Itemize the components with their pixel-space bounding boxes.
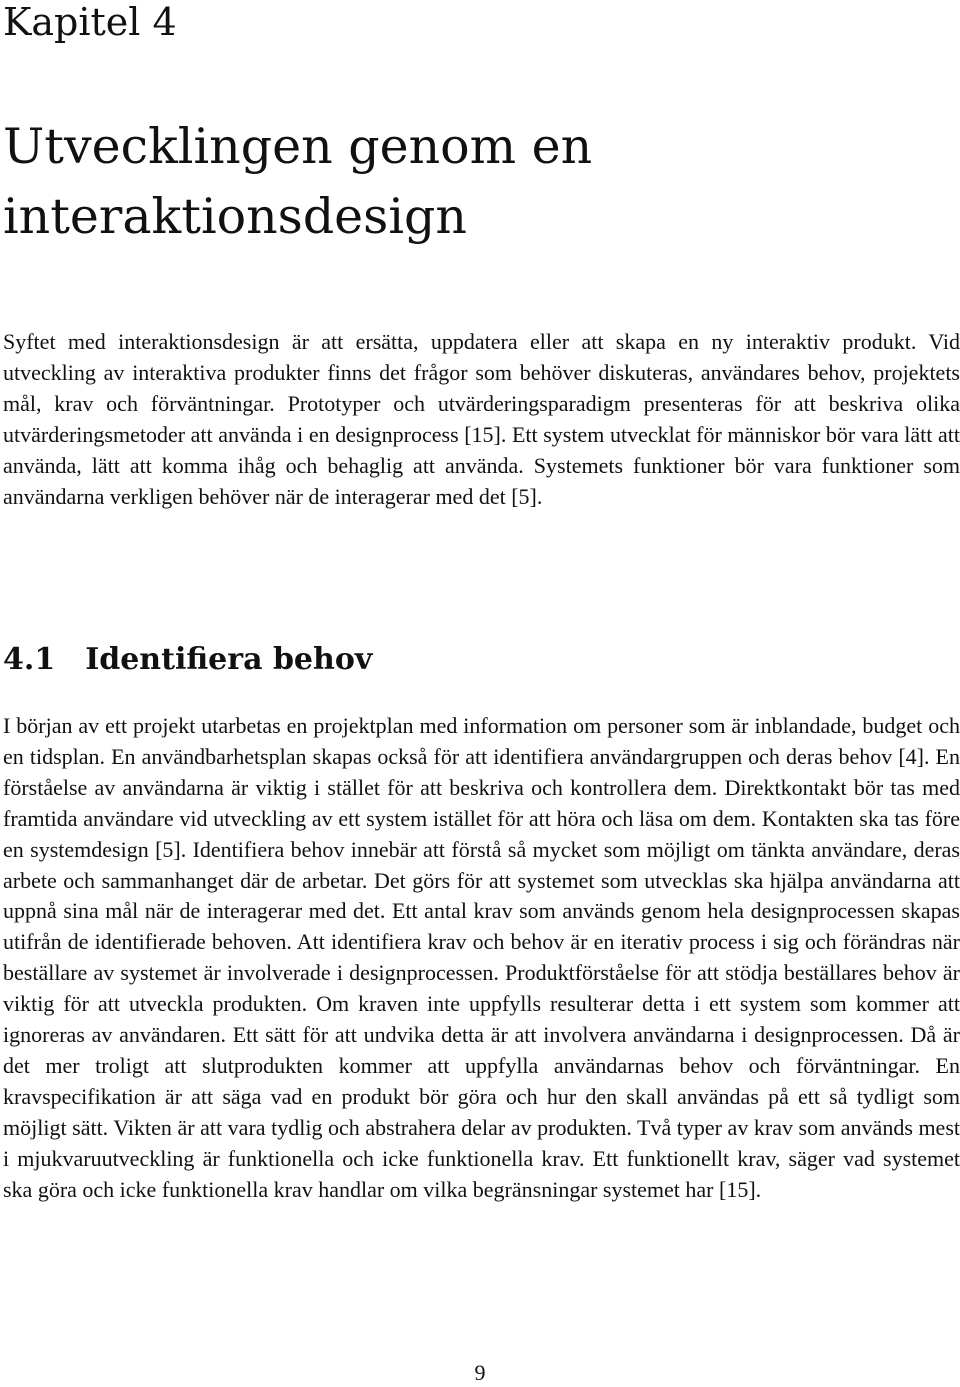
page-number: 9 bbox=[474, 1360, 486, 1385]
section-number: 4.1 bbox=[3, 642, 56, 677]
section-title: Identifiera behov bbox=[85, 642, 373, 677]
section-heading bbox=[3, 640, 372, 680]
intro-paragraph: Syftet med interaktionsdesign är att ersätta, uppdatera eller att skapa en ny interaktiv produkt. Vid utveckling av interaktiva produkter finns det frågor som behöver diskuteras, användares behov, projektets mål, krav och förväntningar. Prototyper och utvärderingsparadigm presenteras för att beskriva olika utvärderingsmetoder att använda i en designprocess [15]. Ett system utvecklat för människor bör vara lätt att använda, lätt att komma ihåg och behaglig att använda. Systemets funktioner bör vara funktioner som användarna verkligen behöver när de interagerar med det [5]. bbox=[3, 329, 960, 509]
section-paragraph: I början av ett projekt utarbetas en projektplan med information om personer som är inblandade, budget och en tidsplan. En användbarhetsplan skapas också för att identifiera användargruppen och deras behov [4]. En förståelse av användarna är viktig i stället för att beskriva och kontrollera dem. Direktkontakt bör tas med framtida användare vid utveckling av ett system istället för att höra och läsa om dem. Kontakten ska tas före en systemdesign [5]. Identifiera behov innebär att förstå så mycket som möjligt om tänkta användare, deras arbete och sammanhanget där de arbetar. Det görs för att systemet som utvecklas ska hjälpa användarna att uppnå sina mål när de interagerar med det. Ett antal krav som används genom hela designprocessen skapas utifrån de identifierade behoven. Att identifiera krav och behov är en iterativ process i sig och förändras när beställare av systemet är involverade i designprocessen. Produktförståelse för att stödja beställares behov är viktig för att utveckla produkten. Om kraven inte uppfylls resulterar detta i ett system som kommer att ignoreras av användaren. Ett sätt för att undvika detta är att involvera användarna i designprocessen. Då är det mer troligt att slutprodukten kommer att uppfylla användarnas behov och förväntningar. En kravspecifikation är att säga vad en produkt bör göra och hur den skall användas på ett så tydligt som möjligt sätt. Vikten är att vara tydlig och abstrahera delar av produkten. Två typer av krav som används mest i mjukvaruutveckling är funktionella och icke funktionella krav. Ett funktionellt krav, säger vad systemet ska göra och icke funktionella krav handlar om vilka begränsningar systemet har [15]. bbox=[3, 713, 960, 1202]
chapter-label: Kapitel 4 bbox=[3, 0, 177, 44]
chapter-title: Utvecklingen genom en interaktionsdesign bbox=[3, 118, 593, 245]
